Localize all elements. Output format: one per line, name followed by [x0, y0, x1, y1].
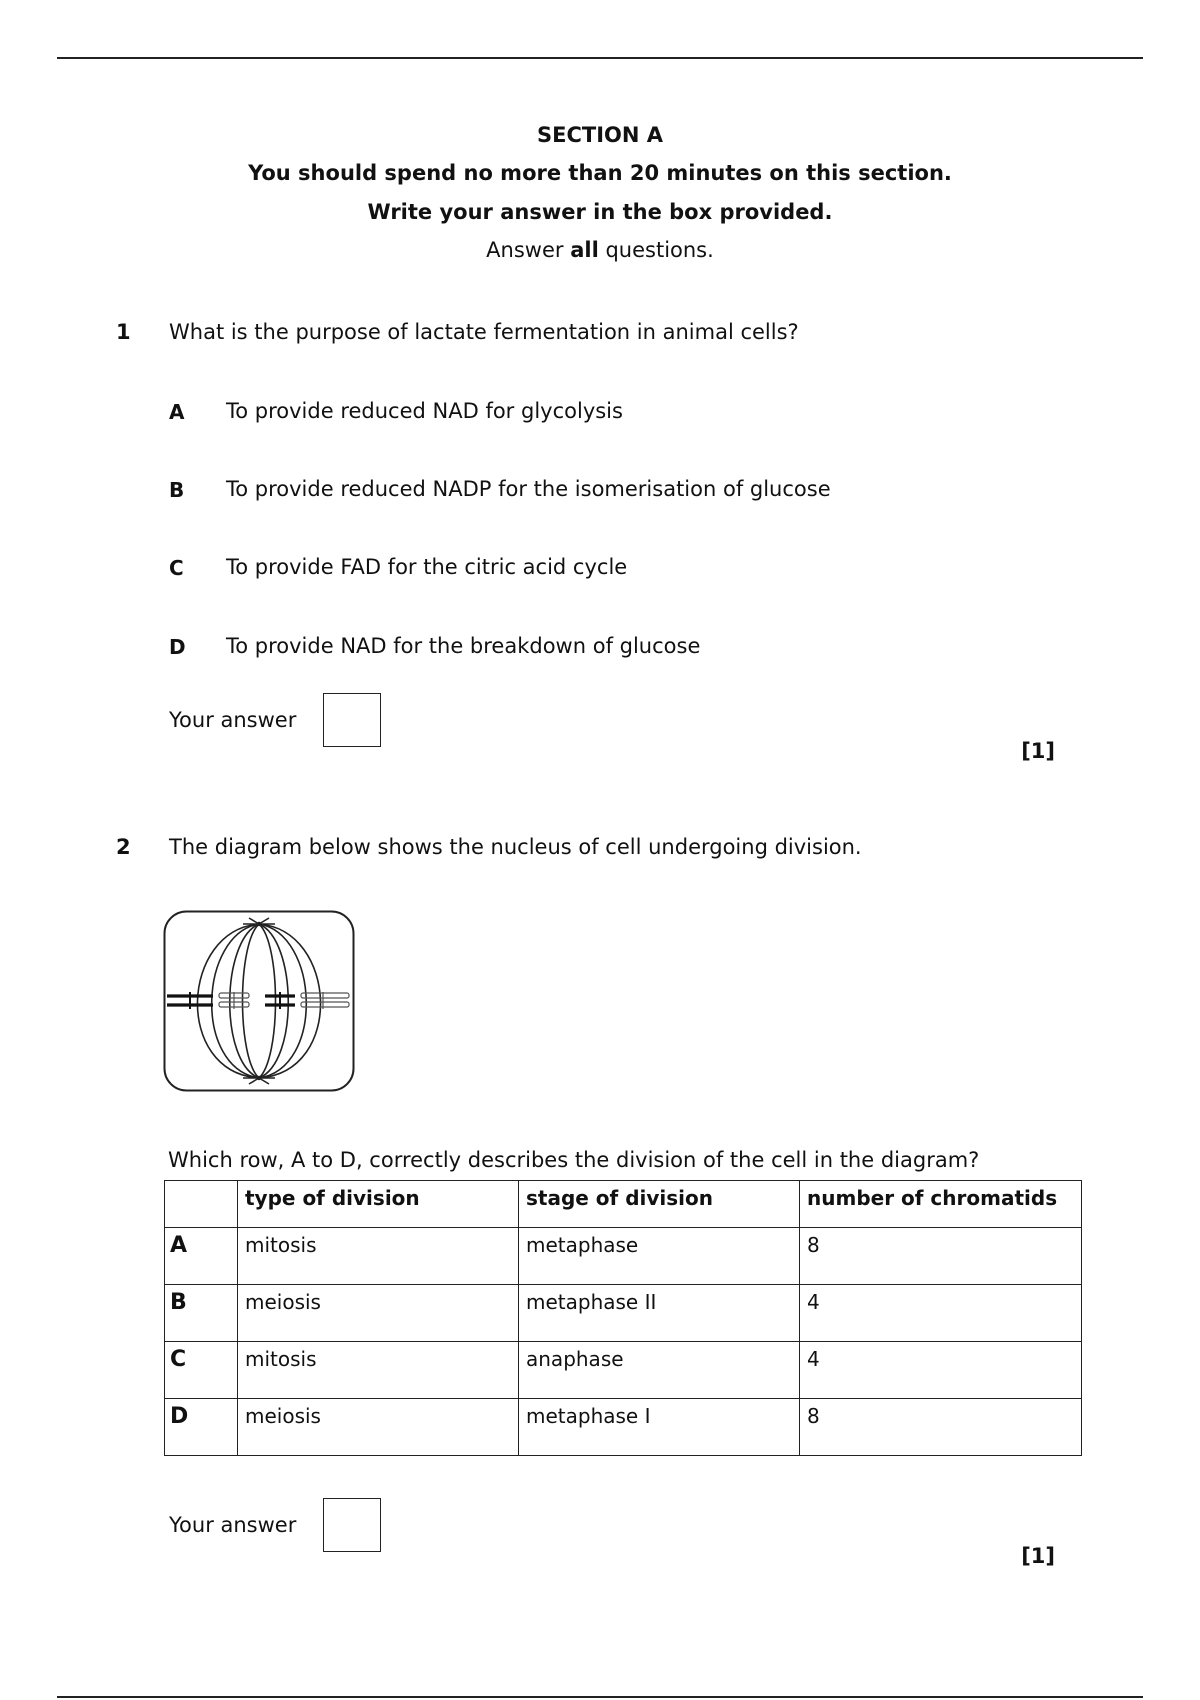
write-instruction: Write your answer in the box provided. [367, 200, 833, 224]
table-cell: 4 [800, 1285, 1082, 1342]
table-cell: meiosis [238, 1285, 519, 1342]
q1-option-a-text: To provide reduced NAD for glycolysis [226, 399, 623, 423]
q1-option-b-letter: B [169, 478, 185, 502]
table-row [165, 1399, 1082, 1456]
q2-table-prompt: Which row, A to D, correctly describes the division of the cell in the diagram? [168, 1148, 980, 1172]
q1-option-b-text: To provide reduced NADP for the isomerisation of glucose [226, 477, 831, 501]
q1-your-answer-label: Your answer [169, 708, 297, 732]
q1-option-c-letter: C [169, 556, 184, 580]
table-row [165, 1342, 1082, 1399]
q2-marks: [1] [1021, 1544, 1055, 1568]
q2-answer-box[interactable] [323, 1498, 381, 1552]
question-2-number: 2 [116, 835, 131, 859]
table-cell: 8 [800, 1228, 1082, 1285]
table-row [165, 1285, 1082, 1342]
bottom-rule [57, 1696, 1143, 1698]
table-cell: 4 [800, 1342, 1082, 1399]
top-rule [57, 57, 1143, 59]
table-cell: mitosis [238, 1342, 519, 1399]
table-header-row [165, 1181, 1082, 1228]
q1-option-a-letter: A [169, 400, 185, 424]
table-row [165, 1228, 1082, 1285]
table-header-cell: stage of division [519, 1181, 800, 1228]
row-letter: D [165, 1399, 238, 1456]
question-1-number: 1 [116, 320, 131, 344]
answer-all-suffix: questions. [598, 238, 714, 262]
answer-all-prefix: Answer [486, 238, 571, 262]
answer-all-emphasis: all [570, 238, 599, 262]
table-cell: metaphase I [519, 1399, 800, 1456]
q1-option-d-text: To provide NAD for the breakdown of glucose [226, 634, 701, 658]
nucleus-outline [165, 912, 354, 1091]
time-instruction: You should spend no more than 20 minutes on this section. [248, 161, 952, 185]
spindle-fibres [197, 918, 320, 1084]
row-letter: C [165, 1342, 238, 1399]
table-header-cell: type of division [238, 1181, 519, 1228]
table-cell: mitosis [238, 1228, 519, 1285]
q1-option-c-text: To provide FAD for the citric acid cycle [226, 555, 628, 579]
q2-your-answer-label: Your answer [169, 1513, 297, 1537]
table-header-cell [165, 1181, 238, 1228]
table-cell: metaphase II [519, 1285, 800, 1342]
centriole-top [257, 922, 261, 926]
centriole-bottom [257, 1076, 261, 1080]
table-header-cell: number of chromatids [800, 1181, 1082, 1228]
question-2-text: The diagram below shows the nucleus of cell undergoing division. [169, 835, 862, 859]
row-letter: B [165, 1285, 238, 1342]
q1-answer-box[interactable] [323, 693, 381, 747]
table-cell: 8 [800, 1399, 1082, 1456]
q1-marks: [1] [1021, 739, 1055, 763]
answer-all-instruction [0, 238, 1200, 262]
table-cell: metaphase [519, 1228, 800, 1285]
section-title: SECTION A [536, 123, 663, 147]
question-1-text: What is the purpose of lactate fermentation in animal cells? [169, 320, 799, 344]
row-letter: A [165, 1228, 238, 1285]
cell-division-diagram [163, 910, 355, 1092]
table-cell: anaphase [519, 1342, 800, 1399]
q1-option-d-letter: D [169, 635, 186, 659]
q2-options-table [164, 1180, 1082, 1456]
table-cell: meiosis [238, 1399, 519, 1456]
